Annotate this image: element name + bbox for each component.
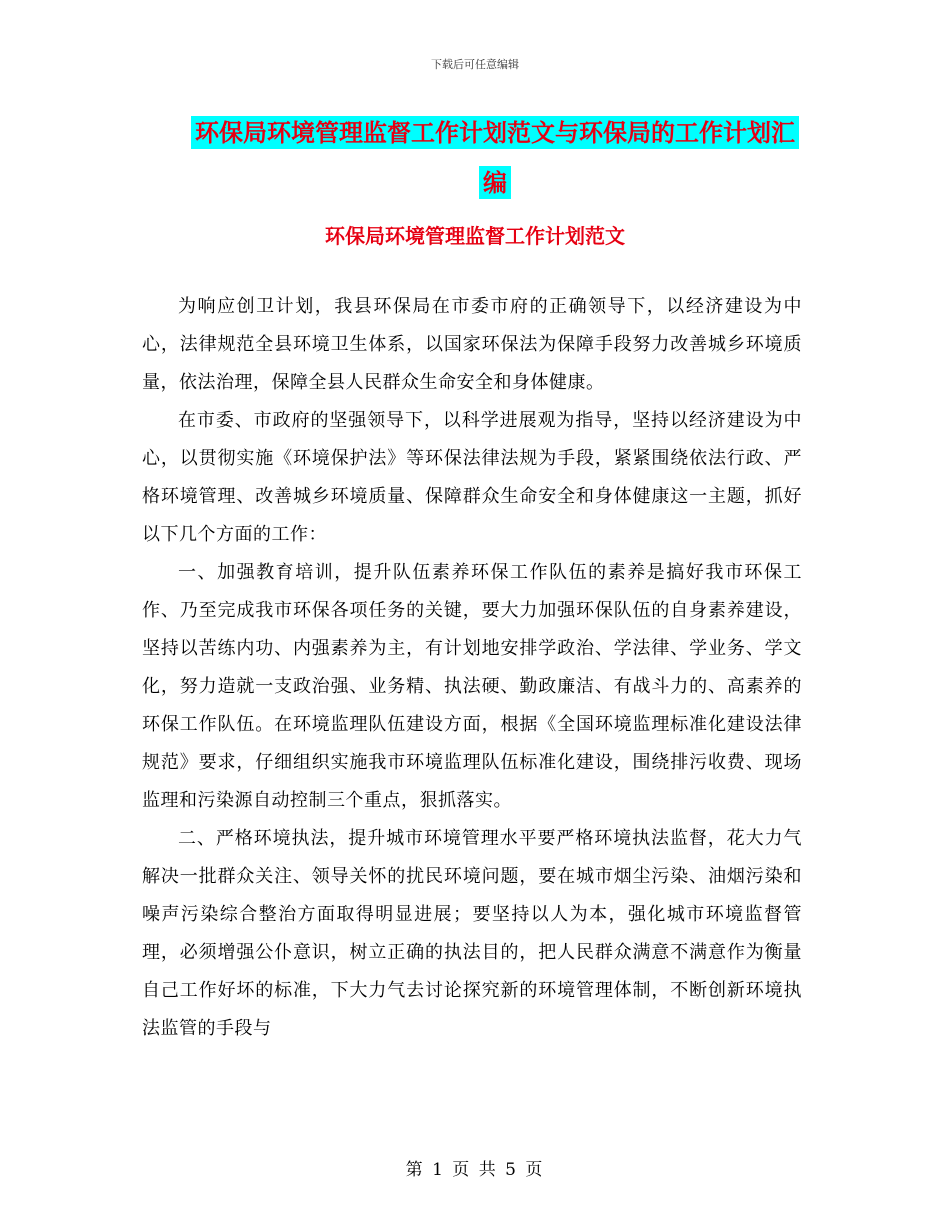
header-note: 下载后可任意编辑 [431, 58, 519, 71]
paragraph: 二、严格环境执法，提升城市环境管理水平要严格环境执法监督，花大力气解决一批群众关注、领导关怀的扰民环境问题，要在城市烟尘污染、油烟污染和噪声污染综合整治方面取得明显进展；要坚持以人为本，强化城市环境监督管理，必须增强公仆意识，树立正确的执法目的，把人民群众满意不满意作为衡量自己工作好坏的标准，下大力气去讨论探究新的环境管理体制，不断创新环境执法监管的手段与 [142, 828, 802, 1039]
paragraph: 在市委、市政府的坚强领导下，以科学进展观为指导，坚持以经济建设为中心，以贯彻实施《环境保护法》等环保法律法规为手段，紧紧围绕依法行政、严格环境管理、改善城乡环境质量、保障群众生命安全和身体健康这一主题，抓好以下几个方面的工作： [142, 410, 802, 545]
body-text [142, 288, 802, 1048]
page-footer: 第 1 页 共 5 页 [405, 1160, 545, 1180]
main-title [185, 108, 805, 208]
paragraph: 一、加强教育培训，提升队伍素养环保工作队伍的素养是搞好我市环保工作、乃至完成我市环保各项任务的关键，要大力加强环保队伍的自身素养建设，坚持以苦练内功、内强素养为主，有计划地安排学政治、学法律、学业务、学文化，努力造就一支政治强、业务精、执法硬、勤政廉洁、有战斗力的、高素养的环保工作队伍。在环境监理队伍建设方面，根据《全国环境监理标准化建设法律规范》要求，仔细组织实施我市环境监理队伍标准化建设，围绕排污收费、现场监理和污染源自动控制三个重点，狠抓落实。 [142, 562, 802, 811]
section-title: 环保局环境管理监督工作计划范文 [325, 224, 625, 248]
main-title-text: 环保局环境管理监督工作计划范文与环保局的工作计划汇编 [191, 116, 799, 199]
paragraph: 为响应创卫计划，我县环保局在市委市府的正确领导下，以经济建设为中心，法律规范全县环境卫生体系，以国家环保法为保障手段努力改善城乡环境质量，依法治理，保障全县人民群众生命安全和身体健康。 [142, 296, 802, 393]
